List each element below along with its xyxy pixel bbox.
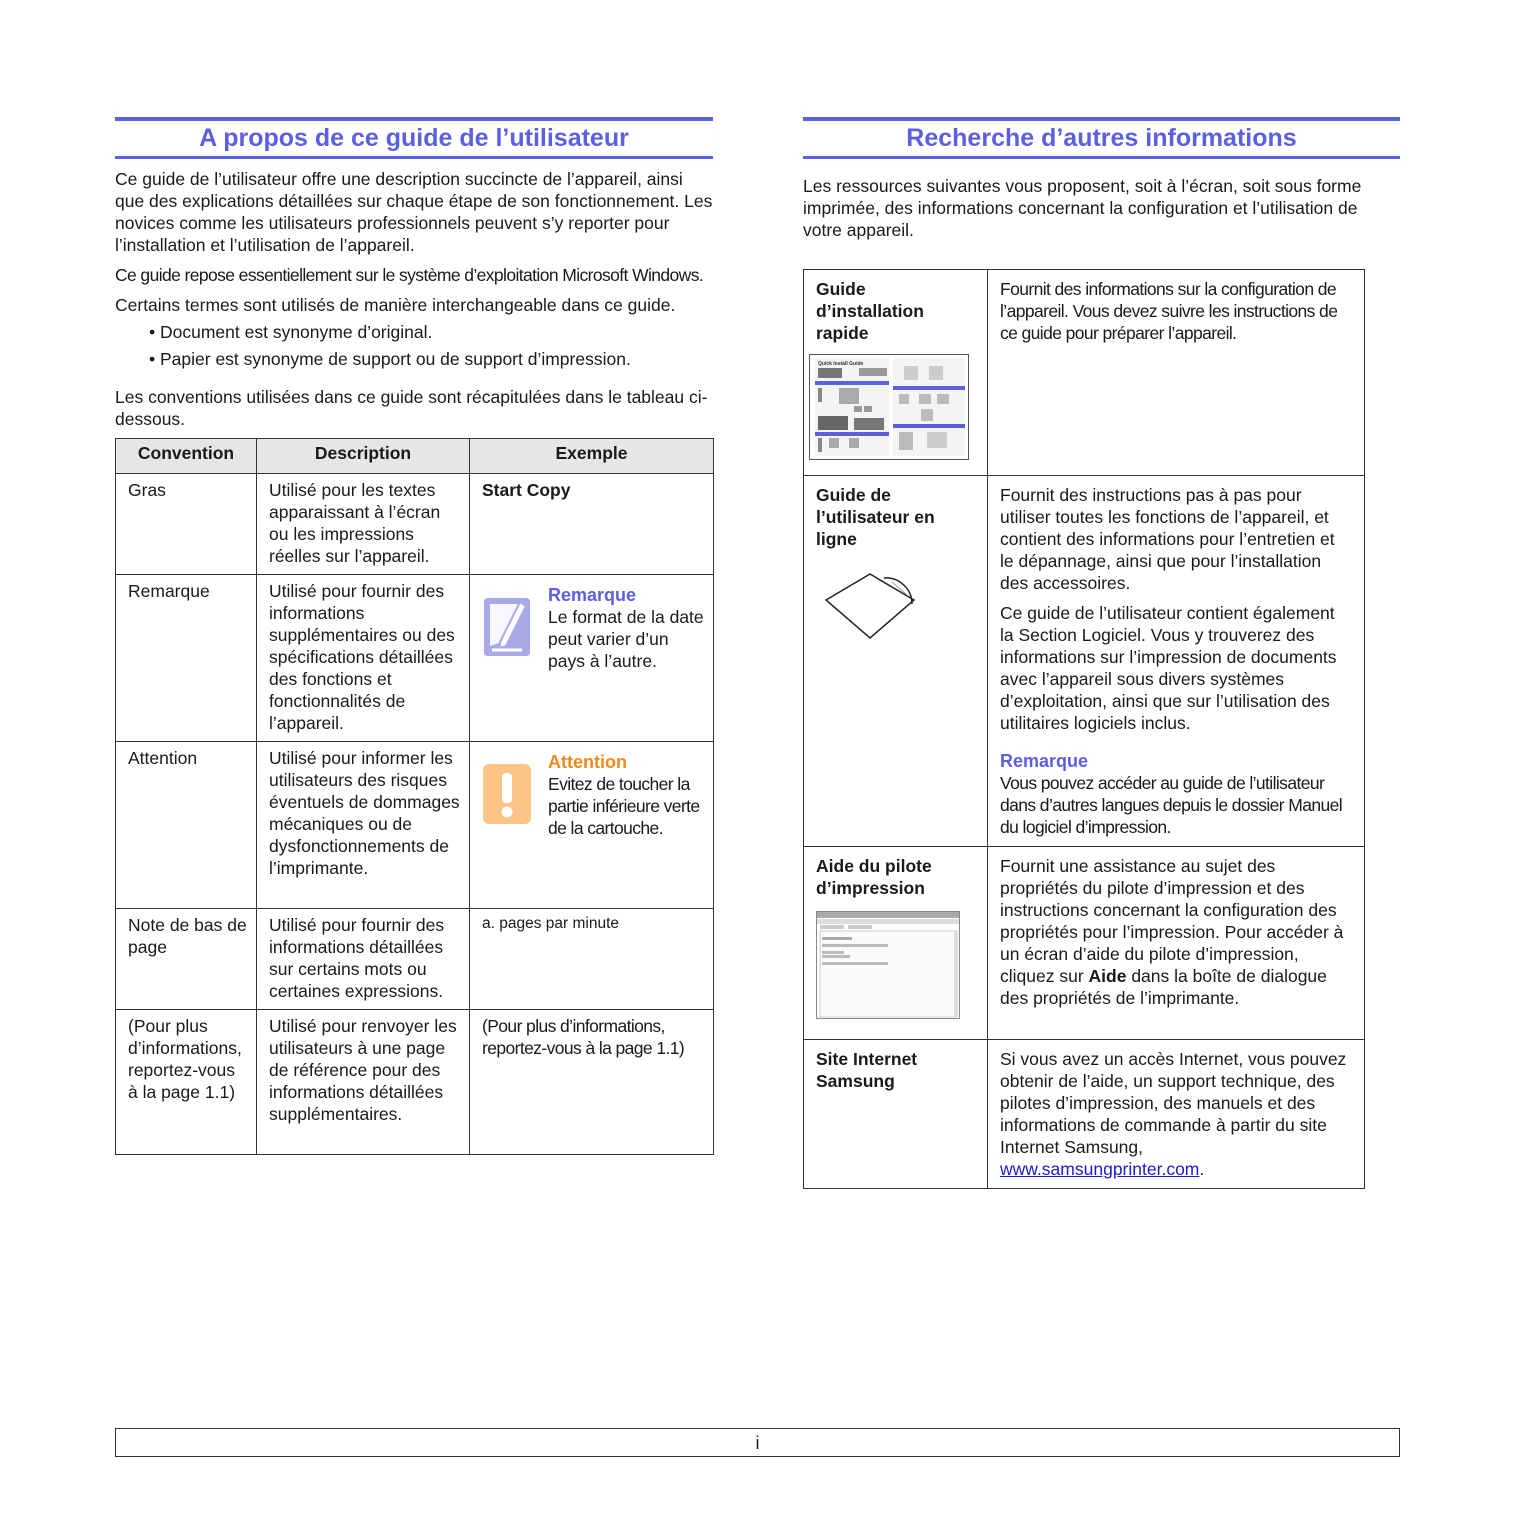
right-column [803, 117, 1400, 1189]
thumbnail-title: Quick Install Guide [818, 361, 864, 367]
resource-label-cell [804, 476, 988, 847]
note-title: Remarque [1000, 751, 1089, 771]
table-row [804, 270, 1365, 476]
example-cell: Start Copy [470, 474, 714, 575]
cd-disc-icon [816, 570, 926, 642]
windows-note: Ce guide repose essentiellement sur le système d’exploitation Microsoft Windows. [115, 265, 704, 285]
resource-label: Guide de l’utilisateur en ligne [816, 485, 935, 549]
column-header: Exemple [470, 439, 714, 474]
table-row [804, 476, 1365, 847]
example-cell: a. pages par minute [470, 909, 714, 1010]
resource-description-end: . [1199, 1159, 1205, 1179]
column-header: Convention [116, 439, 257, 474]
table-row [116, 909, 714, 1010]
description-cell: Utilisé pour les textes apparaissant à l’écran ou les impressions réelles sur l’appareil. [257, 474, 470, 575]
column-header: Description [257, 439, 470, 474]
section-heading-about-guide: A propos de ce guide de l’utilisateur [115, 117, 713, 159]
resources-intro: Les ressources suivantes vous proposent, soit à l’écran, soit sous forme imprimée, des informations concernant la configuration et l’utilisation de votre appareil. [803, 176, 1362, 240]
resources-table [803, 269, 1365, 1189]
table-row [116, 1010, 714, 1155]
resource-label-cell [804, 270, 988, 476]
example-cell [470, 575, 714, 742]
section-heading-more-info: Recherche d’autres informations [803, 117, 1400, 159]
resource-label: Guide d’installation rapide [816, 279, 924, 343]
page-footer [115, 1428, 1400, 1457]
note-pencil-icon [482, 596, 532, 658]
convention-cell: Attention [116, 742, 257, 909]
resource-label-cell [804, 847, 988, 1040]
resource-description: Fournit des instructions pas à pas pour utiliser toutes les fonctions de l’appareil, et contient des informations pour l’entretien et le dépannage, ainsi que pour l’installation des accessoires. [1000, 485, 1335, 593]
resource-description-cell [988, 476, 1365, 847]
resource-label-cell [804, 1040, 988, 1189]
convention-cell: (Pour plus d’informations, reportez-vous à la page 1.1) [116, 1010, 257, 1155]
note-text: Le format de la date peut varier d’un pays à l’autre. [548, 607, 704, 671]
table-row [804, 1040, 1365, 1189]
resource-label: Site Internet Samsung [816, 1049, 918, 1091]
terms-list [115, 321, 713, 370]
convention-cell: Note de bas de page [116, 909, 257, 1010]
help-button-reference: Aide [1088, 966, 1127, 986]
description-cell: Utilisé pour fournir des informations détaillées sur certains mots ou certaines expressions. [257, 909, 470, 1010]
resource-description: Fournit des informations sur la configuration de l’appareil. Vous devez suivre les instructions de ce guide pour préparer l’appareil. [988, 270, 1365, 476]
note-title: Remarque [548, 585, 637, 605]
list-item: • Document est synonyme d’original. [149, 321, 713, 343]
example-cell [470, 742, 714, 909]
left-column [115, 117, 713, 1155]
description-cell: Utilisé pour informer les utilisateurs des risques éventuels de dommages mécaniques ou de dysfonctionnements de l’imprimante. [257, 742, 470, 909]
intro-paragraph: Ce guide de l’utilisateur offre une description succincte de l’appareil, ainsi que des explications détaillées sur chaque étape de son fonctionnement. Les novices comme les utilisateurs professionnels peuvent s’y reporter pour l’installation et l’utilisation de l’appareil. [115, 169, 713, 255]
resource-description-end: dans la boîte de dialogue des propriétés de l’imprimante. [1000, 966, 1327, 1008]
resource-description-cell [988, 1040, 1365, 1189]
quick-install-guide-thumbnail [809, 354, 969, 460]
attention-text: Evitez de toucher la partie inférieure verte de la cartouche. [548, 774, 700, 838]
samsung-website-link[interactable]: www.samsungprinter.com [1000, 1159, 1200, 1179]
resource-description: Si vous avez un accès Internet, vous pouvez obtenir de l’aide, un support technique, des pilotes d’impression, des manuels et des informations de commande à partir du site Internet Samsung, [1000, 1049, 1347, 1157]
warning-exclamation-icon [482, 763, 532, 825]
resource-description-extra: Ce guide de l’utilisateur contient également la Section Logiciel. Vous y trouverez des informations sur l’impression de documents avec l’appareil sous divers systèmes d’exploitation, ainsi que sur l’utilisation des utilitaires logiciels inclus. [1000, 603, 1337, 733]
page-number: i [755, 1433, 760, 1453]
conventions-intro: Les conventions utilisées dans ce guide sont récapitulées dans le tableau ci-dessous. [115, 387, 708, 429]
table-row [804, 847, 1365, 1040]
table-row [116, 742, 714, 909]
attention-title: Attention [548, 752, 627, 772]
description-cell: Utilisé pour fournir des informations supplémentaires ou des spécifications détaillées des fonctions et fonctionnalités de l’appareil. [257, 575, 470, 742]
table-row [116, 575, 714, 742]
help-window-thumbnail [816, 911, 960, 1019]
example-cell: (Pour plus d’informations, reportez-vous à la page 1.1) [470, 1010, 714, 1155]
resource-description-cell [988, 847, 1365, 1040]
terms-intro: Certains termes sont utilisés de manière interchangeable dans ce guide. [115, 295, 676, 315]
note-text: Vous pouvez accéder au guide de l’utilisateur dans d’autres langues depuis le dossier Manuel du logiciel d’impression. [1000, 773, 1343, 837]
resource-label: Aide du pilote d’impression [816, 856, 932, 898]
table-header-row [116, 439, 714, 474]
table-row [116, 474, 714, 575]
description-cell: Utilisé pour renvoyer les utilisateurs à une page de référence pour des informations détaillées supplémentaires. [257, 1010, 470, 1155]
list-item: • Papier est synonyme de support ou de support d’impression. [149, 348, 713, 370]
convention-cell: Gras [116, 474, 257, 575]
resource-description: Fournit une assistance au sujet des propriétés du pilote d’impression et des instructions concernant la configuration des propriétés pour l’impression. Pour accéder à un écran d’aide du pilote d’impression, cliquez sur [1000, 856, 1344, 986]
conventions-table [115, 438, 714, 1155]
convention-cell: Remarque [116, 575, 257, 742]
